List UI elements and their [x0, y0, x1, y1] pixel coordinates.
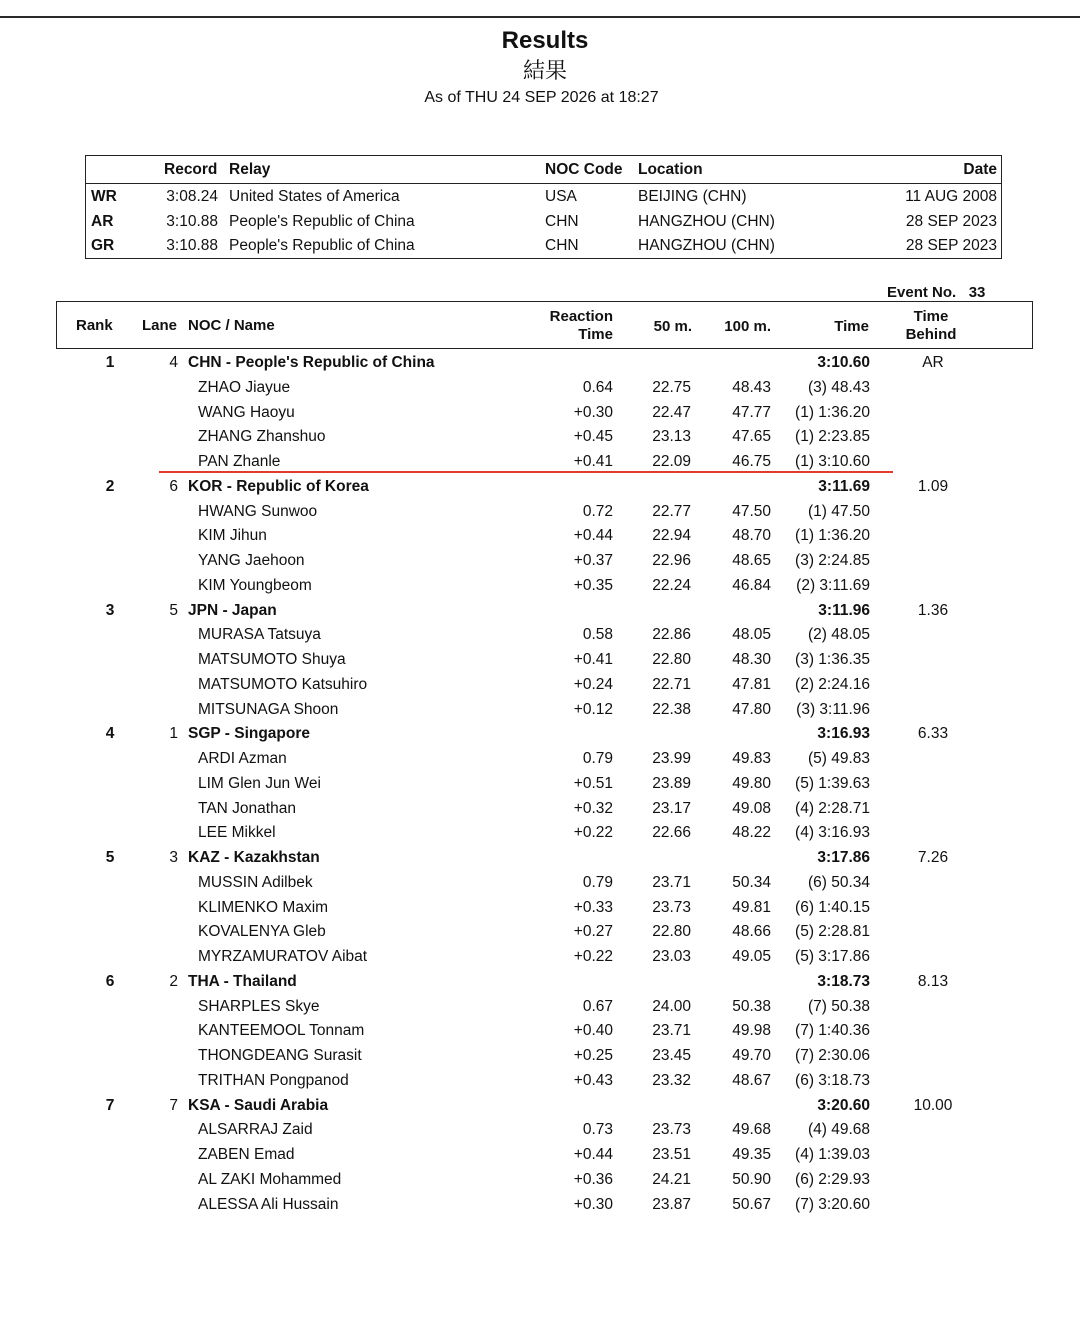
team-rank: 3 — [105, 601, 115, 619]
swimmer-split-100: 48.70 — [732, 527, 771, 545]
swimmer-reaction: +0.35 — [573, 576, 613, 594]
swimmer-cumulative: (3) 48.43 — [807, 378, 870, 396]
swimmer-split-50: 23.87 — [652, 1195, 691, 1213]
col-lane: Lane — [142, 317, 178, 334]
team-time: 3:16.93 — [817, 725, 870, 743]
swimmer-split-100: 48.65 — [732, 552, 771, 569]
swimmer-cumulative: (7) 3:20.60 — [795, 1195, 870, 1213]
swimmer-cumulative: (6) 3:18.73 — [795, 1071, 870, 1089]
team-lane: 7 — [169, 1096, 178, 1114]
team-time-behind: 7.26 — [917, 849, 949, 866]
swimmer-name: KIM Youngbeom — [198, 576, 312, 594]
swimmer-name: KOVALENYA Gleb — [198, 923, 326, 941]
as-of-timestamp: As of THU 24 SEP 2026 at 18:27 — [424, 89, 659, 106]
swimmer-split-100: 46.75 — [732, 453, 771, 470]
team-name: CHN - People's Republic of China — [188, 354, 435, 371]
team-lane: 4 — [169, 354, 178, 371]
swimmer-split-50: 24.21 — [652, 1170, 691, 1188]
team-time: 3:20.60 — [817, 1096, 870, 1114]
swimmer-reaction: +0.30 — [573, 1195, 613, 1213]
team-name: KSA - Saudi Arabia — [188, 1096, 329, 1114]
record-date: 28 SEP 2023 — [905, 237, 997, 254]
records-header-relay: Relay — [229, 161, 271, 178]
swimmer-reaction: +0.41 — [573, 651, 613, 668]
team-time-behind: 10.00 — [913, 1096, 953, 1114]
swimmer-reaction: +0.40 — [573, 1022, 613, 1040]
swimmer-name: TRITHAN Pongpanod — [198, 1071, 349, 1089]
col-50m: 50 m. — [653, 318, 692, 335]
swimmer-split-50: 23.89 — [652, 774, 691, 792]
qualification-line — [159, 471, 893, 473]
record-relay: People's Republic of China — [229, 237, 415, 254]
team-lane: 2 — [169, 972, 178, 990]
records-header-noc: NOC Code — [545, 161, 623, 178]
team-time-behind: 1.36 — [917, 601, 949, 619]
swimmer-cumulative: (5) 49.83 — [807, 750, 870, 767]
swimmer-split-50: 23.32 — [652, 1071, 691, 1089]
swimmer-name: ALSARRAJ Zaid — [198, 1121, 313, 1139]
record-location: HANGZHOU (CHN) — [638, 237, 775, 254]
team-lane: 3 — [169, 849, 178, 866]
team-name: THA - Thailand — [188, 972, 297, 990]
swimmer-split-100: 47.81 — [732, 675, 771, 693]
swimmer-reaction: +0.43 — [573, 1071, 613, 1089]
swimmer-split-50: 23.73 — [652, 898, 691, 916]
swimmer-reaction: +0.12 — [573, 700, 613, 718]
swimmer-split-100: 50.34 — [732, 873, 771, 891]
swimmer-reaction: 0.79 — [582, 750, 613, 767]
swimmer-name: ALESSA Ali Hussain — [198, 1195, 339, 1213]
swimmer-name: KANTEEMOOL Tonnam — [198, 1022, 365, 1040]
records-header-record: Record — [164, 161, 218, 178]
swimmer-split-50: 23.03 — [652, 948, 691, 965]
swimmer-split-50: 23.99 — [652, 750, 691, 767]
swimmer-cumulative: (1) 2:23.85 — [795, 428, 870, 446]
record-noc: CHN — [545, 213, 579, 230]
swimmer-cumulative: (4) 1:39.03 — [795, 1146, 870, 1163]
team-rank: 4 — [105, 725, 115, 743]
swimmer-cumulative: (3) 2:24.85 — [795, 552, 870, 569]
swimmer-split-50: 22.38 — [652, 700, 691, 718]
record-location: BEIJING (CHN) — [638, 188, 747, 205]
swimmer-split-100: 49.80 — [732, 774, 771, 792]
swimmer-reaction: +0.45 — [573, 428, 613, 446]
swimmer-split-100: 49.68 — [732, 1121, 771, 1139]
team-rank: 2 — [105, 477, 115, 495]
event-number — [887, 284, 985, 301]
swimmer-split-100: 49.81 — [732, 898, 771, 916]
col-rank: Rank — [76, 317, 113, 334]
col-time: Time — [834, 318, 869, 335]
records-header-rule — [85, 183, 1002, 184]
team-name: KOR - Republic of Korea — [188, 477, 369, 495]
swimmer-cumulative: (5) 1:39.63 — [795, 774, 870, 792]
swimmer-name: SHARPLES Skye — [198, 997, 320, 1015]
swimmer-reaction: 0.64 — [582, 378, 613, 396]
swimmer-name: ZABEN Emad — [198, 1146, 295, 1163]
swimmer-split-100: 48.43 — [732, 378, 771, 396]
swimmer-split-100: 50.67 — [732, 1195, 771, 1213]
swimmer-cumulative: (4) 2:28.71 — [795, 799, 870, 817]
swimmer-split-50: 22.24 — [652, 576, 691, 594]
swimmer-split-100: 50.90 — [732, 1170, 771, 1188]
swimmer-split-50: 22.71 — [652, 675, 691, 693]
swimmer-cumulative: (1) 3:10.60 — [795, 453, 870, 470]
swimmer-reaction: 0.72 — [582, 502, 613, 520]
team-lane: 5 — [169, 601, 178, 619]
swimmer-split-100: 49.08 — [732, 799, 771, 817]
swimmer-split-50: 23.13 — [652, 428, 691, 446]
swimmer-name: HWANG Sunwoo — [198, 502, 318, 520]
col-time-behind: Time — [913, 308, 949, 325]
swimmer-split-100: 49.98 — [732, 1022, 771, 1040]
records-header-location: Location — [638, 161, 703, 178]
team-rank: 5 — [105, 849, 115, 866]
swimmer-cumulative: (7) 1:40.36 — [795, 1022, 870, 1040]
swimmer-name: MATSUMOTO Shuya — [198, 651, 346, 668]
swimmer-split-50: 22.75 — [652, 378, 691, 396]
swimmer-cumulative: (1) 1:36.20 — [795, 527, 870, 545]
swimmer-name: ARDI Azman — [198, 750, 287, 767]
swimmer-reaction: +0.44 — [573, 1146, 613, 1163]
record-type: WR — [91, 188, 117, 205]
swimmer-name: WANG Haoyu — [198, 403, 295, 421]
swimmer-name: LIM Glen Jun Wei — [198, 774, 321, 792]
team-time: 3:11.69 — [818, 477, 870, 495]
team-time-behind: 6.33 — [917, 725, 949, 743]
swimmer-reaction: +0.36 — [573, 1170, 613, 1188]
swimmer-split-50: 22.66 — [652, 824, 691, 842]
records-header-date: Date — [963, 161, 997, 178]
swimmer-reaction: +0.32 — [573, 799, 613, 817]
swimmer-reaction: +0.24 — [573, 675, 613, 693]
swimmer-split-50: 23.71 — [652, 873, 691, 891]
swimmer-name: MYRZAMURATOV Aibat — [198, 948, 368, 965]
swimmer-split-50: 23.17 — [652, 799, 691, 817]
swimmer-split-100: 47.50 — [732, 502, 771, 520]
swimmer-cumulative: (5) 2:28.81 — [795, 923, 870, 941]
team-time-behind: 8.13 — [917, 972, 949, 990]
record-date: 28 SEP 2023 — [905, 213, 997, 230]
record-relay: People's Republic of China — [229, 213, 415, 230]
col-reaction: Reaction — [549, 308, 613, 325]
top-rule — [0, 16, 1080, 18]
swimmer-cumulative: (4) 3:16.93 — [795, 824, 870, 842]
swimmer-split-50: 22.09 — [652, 453, 691, 470]
swimmer-name: ZHAO Jiayue — [198, 378, 291, 396]
swimmer-name: KLIMENKO Maxim — [198, 898, 329, 916]
swimmer-split-100: 48.05 — [732, 626, 771, 644]
team-time-behind: 1.09 — [917, 477, 949, 495]
swimmer-split-50: 22.80 — [652, 923, 691, 941]
record-time: 3:10.88 — [166, 237, 218, 254]
swimmer-split-50: 22.94 — [652, 527, 691, 545]
swimmer-split-50: 22.96 — [652, 552, 691, 569]
swimmer-split-100: 47.77 — [732, 403, 771, 421]
swimmer-reaction: 0.73 — [582, 1121, 613, 1139]
swimmer-name: KIM Jihun — [198, 527, 267, 545]
record-type: AR — [91, 213, 114, 230]
team-name: JPN - Japan — [188, 601, 277, 619]
swimmer-split-100: 48.22 — [732, 824, 771, 842]
swimmer-split-100: 49.83 — [732, 750, 771, 767]
swimmer-reaction: +0.22 — [573, 948, 613, 965]
team-name: KAZ - Kazakhstan — [188, 849, 320, 866]
swimmer-split-100: 49.70 — [732, 1047, 771, 1064]
swimmer-split-50: 23.51 — [652, 1146, 691, 1163]
team-rank: 6 — [105, 972, 115, 990]
swimmer-split-100: 49.35 — [732, 1146, 771, 1163]
col-100m: 100 m. — [724, 318, 771, 335]
swimmer-split-100: 48.66 — [732, 923, 771, 941]
record-noc: CHN — [545, 237, 579, 254]
swimmer-split-50: 23.71 — [652, 1022, 691, 1040]
swimmer-reaction: +0.37 — [573, 552, 613, 569]
swimmer-split-100: 48.67 — [732, 1071, 771, 1089]
team-lane: 6 — [169, 477, 178, 495]
swimmer-name: LEE Mikkel — [198, 824, 276, 842]
swimmer-cumulative: (7) 2:30.06 — [795, 1047, 870, 1064]
swimmer-split-100: 46.84 — [732, 576, 771, 594]
col-reaction-time: Time — [578, 326, 613, 343]
page-subtitle: 結果 — [522, 59, 567, 84]
col-behind: Behind — [905, 326, 957, 343]
swimmer-cumulative: (2) 2:24.16 — [795, 675, 870, 693]
swimmer-name: AL ZAKI Mohammed — [198, 1170, 342, 1188]
swimmer-reaction: +0.30 — [573, 403, 613, 421]
swimmer-name: ZHANG Zhanshuo — [198, 428, 326, 446]
swimmer-cumulative: (7) 50.38 — [807, 997, 870, 1015]
team-time: 3:11.96 — [818, 601, 870, 619]
event-label: Event No. — [887, 284, 957, 301]
record-type: GR — [91, 237, 115, 254]
swimmer-reaction: +0.41 — [573, 453, 613, 470]
page-title: Results — [501, 27, 589, 54]
swimmer-cumulative: (1) 47.50 — [807, 502, 870, 520]
swimmer-reaction: +0.27 — [573, 923, 613, 941]
swimmer-name: MURASA Tatsuya — [198, 626, 321, 644]
team-time: 3:17.86 — [817, 849, 870, 866]
swimmer-name: YANG Jaehoon — [198, 552, 305, 569]
swimmer-cumulative: (1) 1:36.20 — [795, 403, 870, 421]
swimmer-split-50: 22.77 — [652, 502, 691, 520]
swimmer-reaction: +0.44 — [573, 527, 613, 545]
record-location: HANGZHOU (CHN) — [638, 213, 775, 230]
swimmer-name: MATSUMOTO Katsuhiro — [198, 675, 368, 693]
event-value: 33 — [968, 284, 986, 301]
team-name: SGP - Singapore — [188, 725, 311, 743]
swimmer-name: PAN Zhanle — [198, 453, 281, 470]
team-lane: 1 — [169, 725, 178, 743]
record-time: 3:08.24 — [166, 188, 218, 205]
swimmer-cumulative: (2) 3:11.69 — [796, 576, 870, 594]
team-rank: 7 — [105, 1096, 115, 1114]
swimmer-split-50: 22.47 — [652, 403, 691, 421]
team-time-behind: AR — [922, 354, 944, 371]
swimmer-split-100: 47.65 — [732, 428, 771, 446]
col-noc-name: NOC / Name — [188, 317, 275, 334]
swimmer-split-50: 22.86 — [652, 626, 691, 644]
swimmer-reaction: 0.58 — [582, 626, 613, 644]
record-time: 3:10.88 — [166, 213, 218, 230]
team-rank: 1 — [105, 354, 115, 371]
swimmer-reaction: +0.22 — [573, 824, 613, 842]
record-relay: United States of America — [229, 188, 400, 205]
swimmer-cumulative: (6) 1:40.15 — [795, 898, 870, 916]
swimmer-split-100: 49.05 — [732, 948, 771, 965]
swimmer-cumulative: (2) 48.05 — [807, 626, 870, 644]
swimmer-reaction: +0.51 — [573, 774, 613, 792]
swimmer-reaction: +0.33 — [573, 898, 613, 916]
swimmer-cumulative: (5) 3:17.86 — [795, 948, 870, 965]
swimmer-cumulative: (3) 1:36.35 — [795, 651, 870, 668]
swimmer-reaction: 0.79 — [582, 873, 613, 891]
swimmer-split-100: 47.80 — [732, 700, 771, 718]
swimmer-name: MITSUNAGA Shoon — [198, 700, 339, 718]
swimmer-split-100: 48.30 — [732, 651, 771, 668]
swimmer-split-50: 24.00 — [652, 997, 691, 1015]
record-noc: USA — [545, 188, 577, 205]
record-date: 11 AUG 2008 — [905, 188, 997, 205]
swimmer-split-50: 23.45 — [652, 1047, 691, 1064]
swimmer-cumulative: (3) 3:11.96 — [796, 700, 870, 718]
swimmer-name: TAN Jonathan — [198, 799, 296, 817]
swimmer-name: MUSSIN Adilbek — [198, 873, 313, 891]
swimmer-reaction: +0.25 — [573, 1047, 613, 1064]
swimmer-split-50: 22.80 — [652, 651, 691, 668]
swimmer-split-100: 50.38 — [732, 997, 771, 1015]
team-time: 3:10.60 — [817, 354, 870, 371]
swimmer-split-50: 23.73 — [652, 1121, 691, 1139]
swimmer-cumulative: (6) 50.34 — [807, 873, 870, 891]
team-time: 3:18.73 — [817, 972, 870, 990]
swimmer-reaction: 0.67 — [582, 997, 613, 1015]
swimmer-name: THONGDEANG Surasit — [198, 1047, 362, 1064]
swimmer-cumulative: (6) 2:29.93 — [795, 1170, 870, 1188]
swimmer-cumulative: (4) 49.68 — [807, 1121, 870, 1139]
